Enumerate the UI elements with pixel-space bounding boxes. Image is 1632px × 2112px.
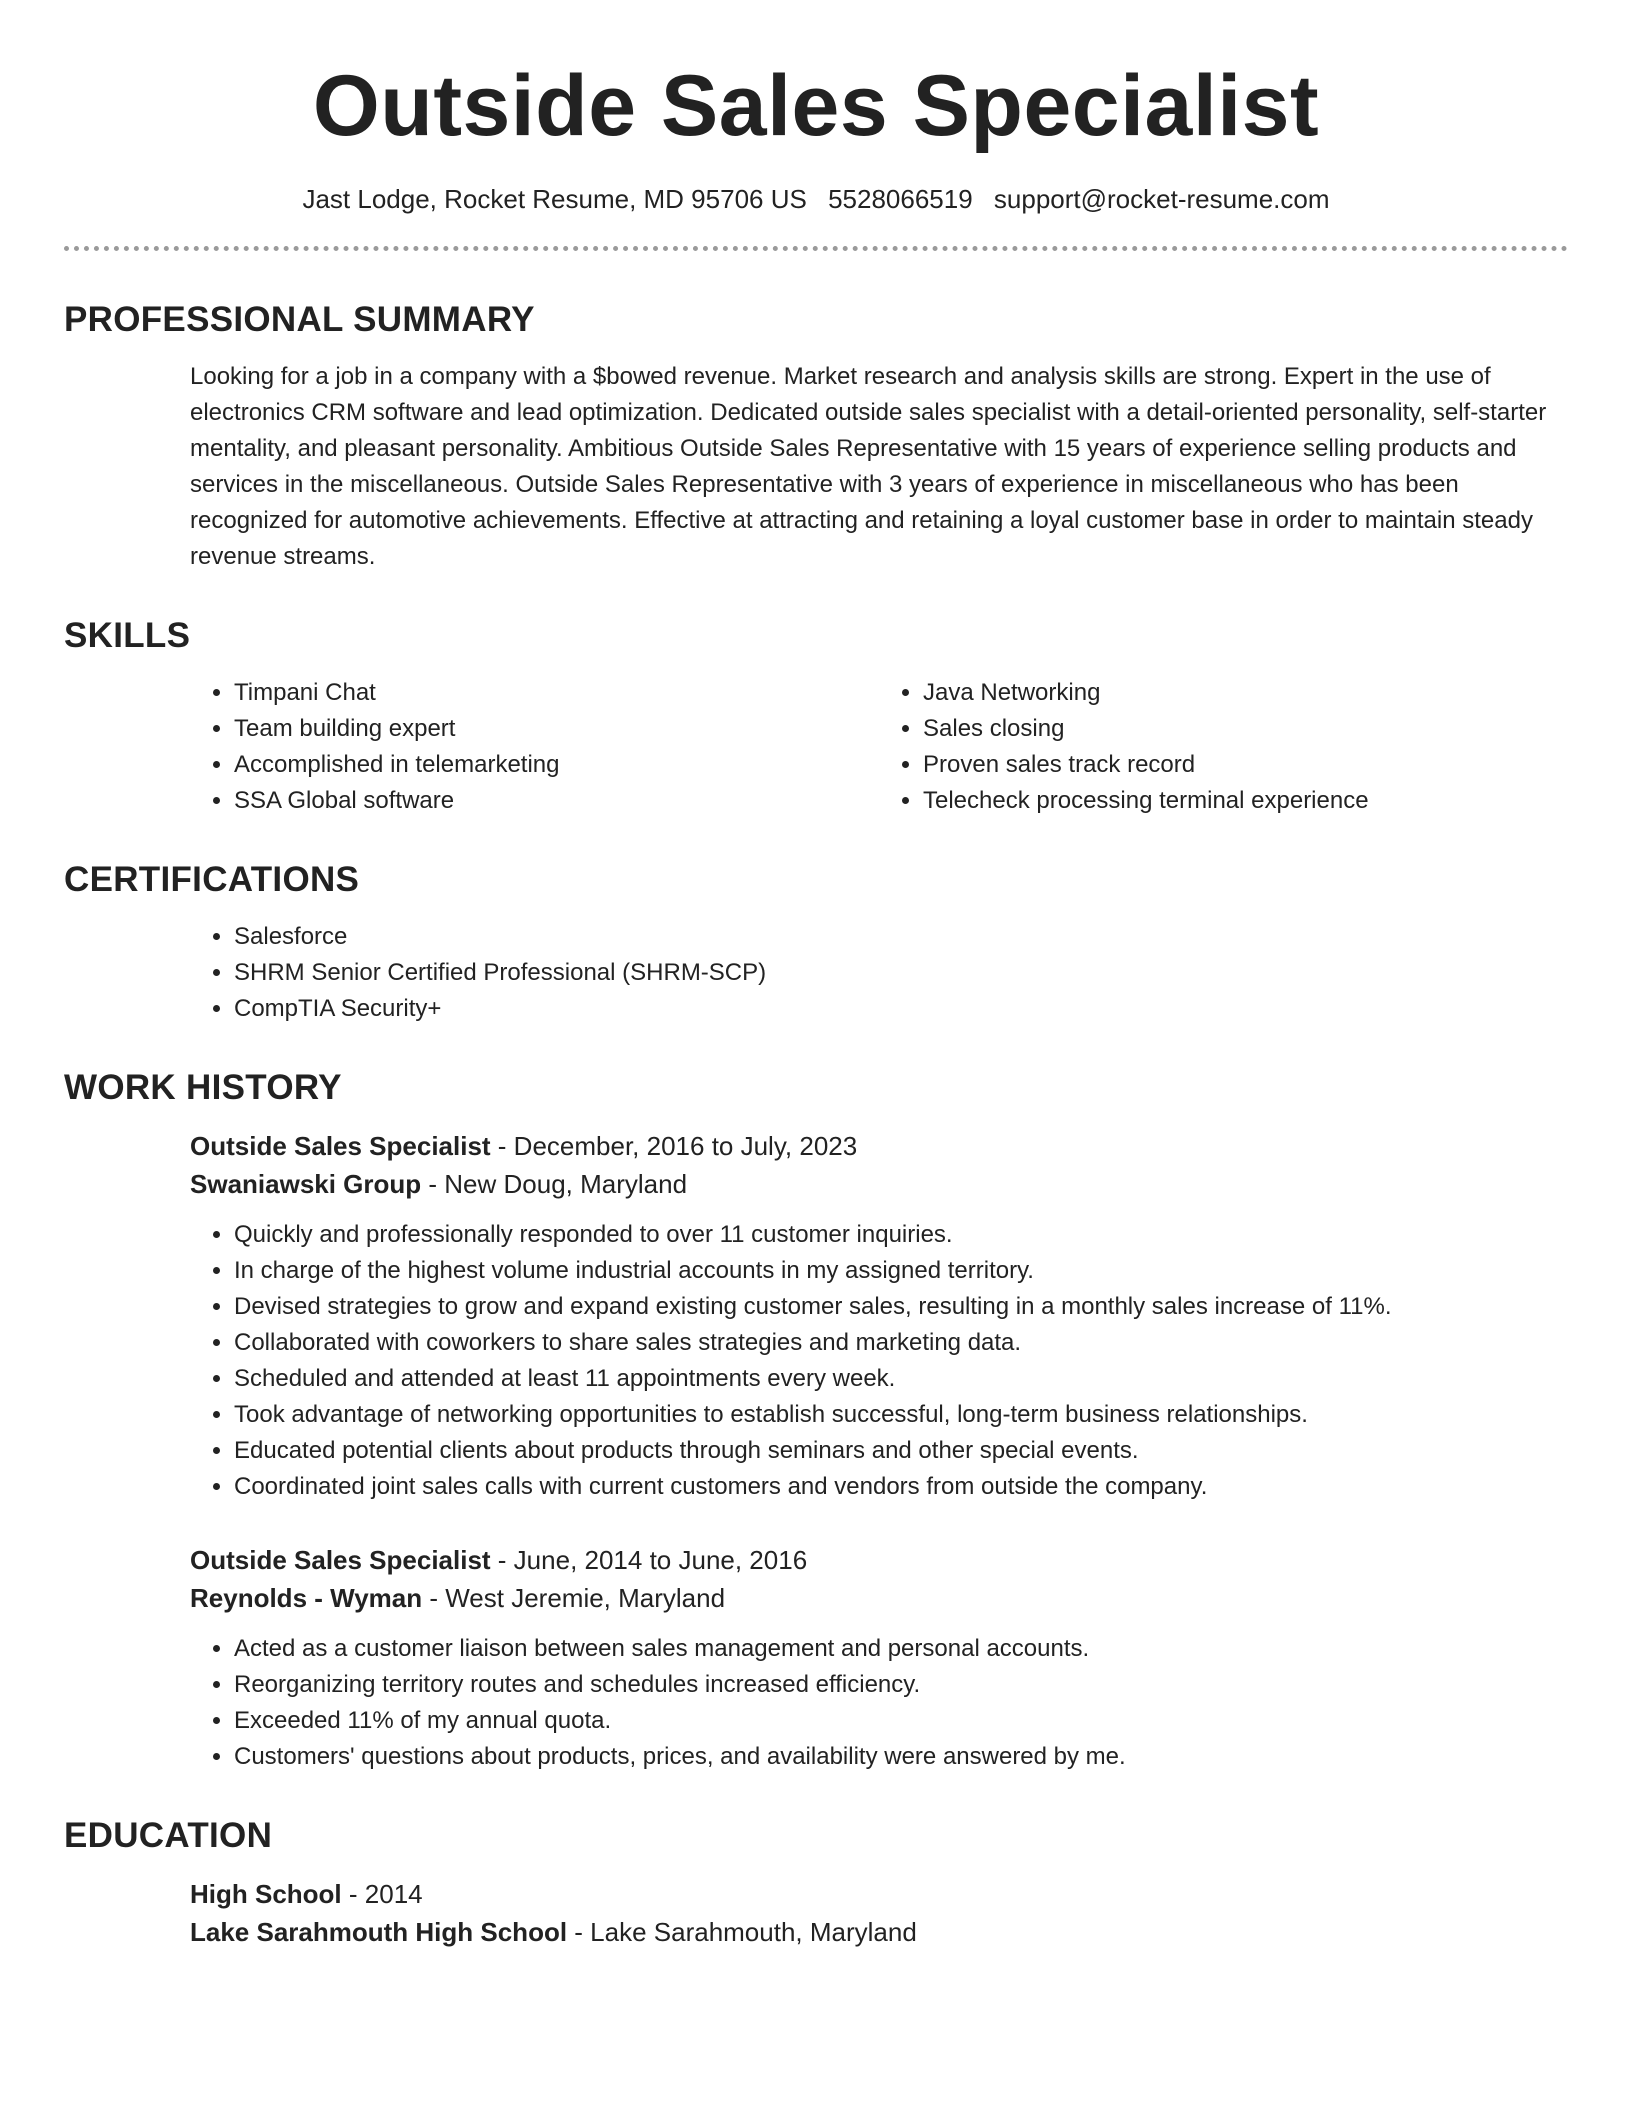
work-history-heading: WORK HISTORY — [64, 1068, 342, 1107]
job-duty-item: • Educated potential clients about products through seminars and other special events. — [234, 1433, 1568, 1469]
job-company-line — [190, 1165, 1568, 1203]
summary-section — [64, 299, 1568, 575]
job-duty-item: • Scheduled and attended at least 11 appointments every week. — [234, 1361, 1568, 1397]
contact-address: Jast Lodge, Rocket Resume, MD 95706 US — [302, 184, 807, 214]
job-duty-item: • Acted as a customer liaison between sales management and personal accounts. — [234, 1631, 1568, 1667]
education-school: Lake Sarahmouth High School — [190, 1917, 568, 1947]
skill-item: • Timpani Chat — [234, 675, 879, 711]
job-entry — [190, 1127, 1568, 1505]
skills-heading: SKILLS — [64, 616, 191, 655]
certifications-section — [64, 859, 1568, 1027]
contact-email: support@rocket-resume.com — [993, 184, 1330, 214]
education-location: - Lake Sarahmouth, Maryland — [567, 1917, 917, 1947]
skill-item: • Proven sales track record — [923, 747, 1568, 783]
job-duty-item: • In charge of the highest volume industrial accounts in my assigned territory. — [234, 1253, 1568, 1289]
education-school-line — [190, 1913, 1568, 1951]
job-duty-item: • Quickly and professionally responded to over 11 customer inquiries. — [234, 1217, 1568, 1253]
job-duty-item: • Took advantage of networking opportunities to establish successful, long-term business relationships. — [234, 1397, 1568, 1433]
job-duty-item: • Collaborated with coworkers to share sales strategies and marketing data. — [234, 1325, 1568, 1361]
job-company: Swaniawski Group — [190, 1169, 422, 1199]
work-history-body — [190, 1127, 1568, 1775]
certification-item: • SHRM Senior Certified Professional (SHRM-SCP) — [234, 955, 1568, 991]
job-duties-list — [190, 1217, 1568, 1505]
skill-item: • Sales closing — [923, 711, 1568, 747]
certification-item: • Salesforce — [234, 919, 1568, 955]
summary-body — [190, 359, 1568, 575]
job-duty-item: • Customers' questions about products, prices, and availability were answered by me. — [234, 1739, 1568, 1775]
job-role: Outside Sales Specialist — [190, 1545, 491, 1575]
education-section — [64, 1815, 1568, 1951]
skill-item: • Java Networking — [923, 675, 1568, 711]
job-dates: - June, 2014 to June, 2016 — [490, 1545, 808, 1575]
summary-heading: PROFESSIONAL SUMMARY — [64, 300, 535, 339]
skill-item: • Accomplished in telemarketing — [234, 747, 879, 783]
job-dates: - December, 2016 to July, 2023 — [490, 1131, 858, 1161]
summary-text: Looking for a job in a company with a $bowed revenue. Market research and analysis skills are strong. Expert in the use of electronics CRM software and lead optimization. Dedicated outside sales specialist with a detail-oriented personality, self-starter mentality, and pleasant personality. Ambitious Outside Sales Representative with 15 years of experience selling products and services in the miscellaneous. Outside Sales Representative with 3 years of experience in miscellaneous who has been recognized for automotive achievements. Effective at attracting and retaining a loyal customer base in order to maintain steady revenue streams. — [190, 363, 1547, 570]
education-year: - 2014 — [341, 1879, 423, 1909]
contact-phone: 5528066519 — [828, 184, 973, 214]
resume-header — [64, 0, 1568, 251]
education-body — [190, 1875, 1568, 1951]
skill-item: • SSA Global software — [234, 783, 879, 819]
job-role: Outside Sales Specialist — [190, 1131, 491, 1161]
header-divider — [64, 246, 1568, 251]
skill-item: • Telecheck processing terminal experience — [923, 783, 1568, 819]
certifications-body — [190, 919, 1568, 1027]
certification-item: • CompTIA Security+ — [234, 991, 1568, 1027]
education-heading: EDUCATION — [64, 1816, 273, 1855]
job-duty-item: • Devised strategies to grow and expand existing customer sales, resulting in a monthly sales increase of 11%. — [234, 1289, 1568, 1325]
job-duty-item: • Exceeded 11% of my annual quota. — [234, 1703, 1568, 1739]
skills-section — [64, 615, 1568, 819]
certifications-list — [190, 919, 1568, 1027]
contact-line — [64, 182, 1568, 216]
work-history-section — [64, 1067, 1568, 1775]
skills-list-left — [190, 675, 879, 819]
skills-body — [190, 675, 1568, 819]
education-degree-line — [190, 1875, 1568, 1913]
education-degree: High School — [190, 1879, 342, 1909]
job-title-line — [190, 1541, 1568, 1579]
certifications-heading: CERTIFICATIONS — [64, 860, 360, 899]
job-location: - New Doug, Maryland — [421, 1169, 688, 1199]
skill-item: • Team building expert — [234, 711, 879, 747]
job-duty-item: • Coordinated joint sales calls with current customers and vendors from outside the company. — [234, 1469, 1568, 1505]
job-entry — [190, 1541, 1568, 1775]
job-company-line — [190, 1579, 1568, 1617]
candidate-name: Outside Sales Specialist — [312, 58, 1320, 154]
job-company: Reynolds - Wyman — [190, 1583, 423, 1613]
skills-list-right — [879, 675, 1568, 819]
job-duties-list — [190, 1631, 1568, 1775]
job-duty-item: • Reorganizing territory routes and schedules increased efficiency. — [234, 1667, 1568, 1703]
job-title-line — [190, 1127, 1568, 1165]
job-location: - West Jeremie, Maryland — [422, 1583, 726, 1613]
